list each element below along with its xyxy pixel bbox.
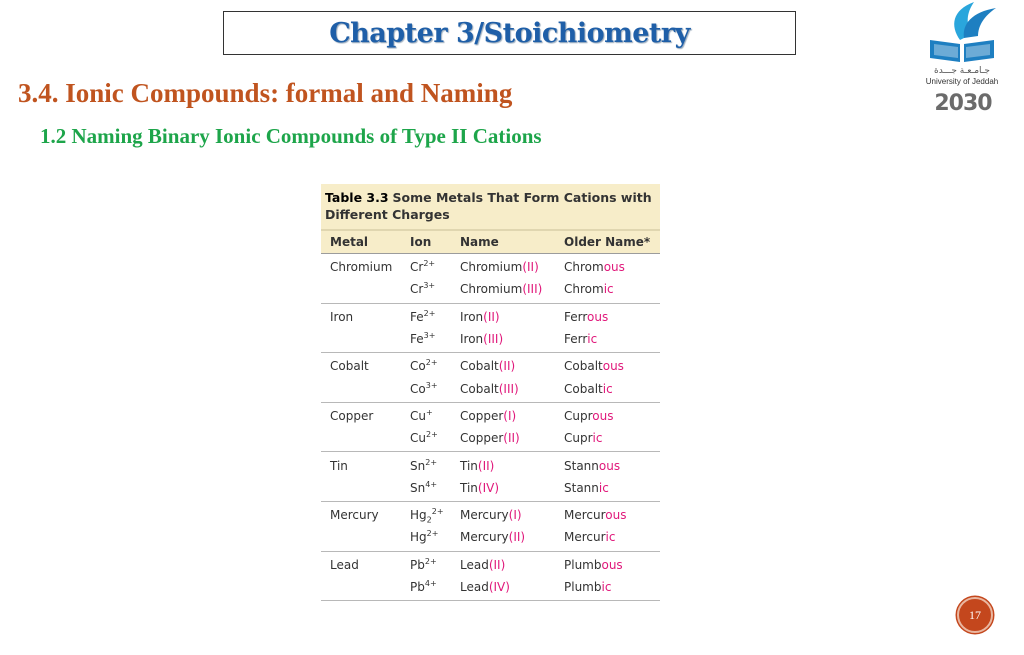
cell-older-name — [556, 459, 660, 473]
name-roman-numeral: (II) — [522, 260, 539, 275]
cell-metal — [321, 459, 402, 473]
table-caption-label: Table 3.3 — [325, 190, 389, 205]
cell-older-name — [556, 530, 660, 544]
table-caption-text: Some Metals That Form Cations with Different Charges — [325, 190, 652, 222]
older-name-base: Chrom — [564, 260, 604, 275]
older-name-suffix: ous — [603, 260, 625, 275]
header-older-name: Older Name* — [564, 235, 651, 249]
cell-ion — [402, 409, 452, 423]
table-row-group — [321, 304, 660, 354]
older-name-base: Chrom — [564, 282, 604, 297]
older-name-base: Cobalt — [564, 381, 603, 396]
cell-name — [452, 382, 556, 396]
ion-charge: 2+ — [431, 507, 444, 517]
cell-name — [452, 431, 556, 445]
name-roman-numeral: (IV) — [488, 580, 510, 594]
cell-ion — [402, 359, 452, 373]
page-number: 17 — [969, 607, 981, 622]
cell-ion — [402, 481, 452, 495]
table-row-group — [321, 552, 660, 602]
cell-older-name — [556, 359, 660, 373]
cell-name — [452, 481, 556, 495]
name-roman-numeral: (II) — [488, 557, 506, 572]
older-name-base: Plumb — [564, 580, 602, 594]
cell-name — [452, 580, 556, 594]
ion-symbol: Co — [410, 359, 426, 374]
vision-2030-text: 2030 — [934, 91, 992, 116]
name-roman-numeral: (II) — [508, 530, 526, 545]
cell-metal — [321, 508, 402, 522]
older-name-base: Stann — [564, 458, 599, 473]
cell-name — [452, 282, 556, 296]
name-roman-numeral: (III) — [483, 332, 504, 347]
cell-metal — [321, 310, 402, 324]
cell-older-name — [556, 332, 660, 346]
name-base: Iron — [460, 309, 484, 324]
name-base: Copper — [460, 408, 504, 423]
cell-name — [452, 310, 556, 324]
cell-ion — [402, 431, 452, 445]
cell-name — [452, 530, 556, 544]
older-name-suffix: ic — [605, 530, 616, 545]
cell-older-name — [556, 558, 660, 572]
ion-symbol: Co — [410, 381, 426, 396]
table-row — [321, 576, 660, 598]
book-wave-logo-icon — [922, 0, 1002, 66]
table-row — [321, 454, 660, 476]
ion-symbol: Cr — [410, 282, 424, 297]
cell-name — [452, 459, 556, 473]
older-name-base: Stann — [564, 480, 599, 495]
cell-ion — [402, 332, 452, 346]
cell-ion — [402, 580, 452, 594]
name-base: Chromium — [460, 260, 523, 275]
ion-symbol: Hg — [410, 508, 427, 523]
section-subheading: 1.2 Naming Binary Ionic Compounds of Type II Cations — [40, 124, 542, 148]
metal-name: Lead — [330, 557, 359, 572]
name-base: Tin — [460, 458, 478, 473]
ion-charge: 4+ — [425, 479, 438, 489]
older-name-suffix: ous — [601, 557, 623, 572]
ion-charge: 4+ — [424, 579, 437, 588]
cell-older-name — [556, 431, 660, 445]
cell-older-name — [556, 508, 660, 522]
older-name-suffix: ous — [592, 408, 614, 423]
metal-name: Tin — [330, 458, 348, 473]
older-name-base: Mercur — [564, 508, 606, 523]
cell-name — [452, 359, 556, 373]
cell-ion — [402, 530, 452, 544]
header-name: Name — [460, 235, 499, 249]
table-row — [321, 427, 660, 449]
metal-name: Copper — [330, 408, 374, 423]
ion-symbol: Pb — [410, 557, 425, 572]
cell-ion — [402, 459, 452, 473]
older-name-suffix: ic — [592, 431, 603, 446]
page-number-badge — [957, 597, 993, 633]
cell-ion — [402, 282, 452, 296]
older-name-suffix: ous — [598, 458, 621, 473]
table-row — [321, 355, 660, 377]
name-roman-numeral: (IV) — [477, 480, 500, 495]
cell-metal — [321, 558, 402, 572]
cell-name — [452, 332, 556, 346]
cell-name — [452, 260, 556, 274]
older-name-base: Cupr — [564, 408, 593, 423]
ion-charge: 3+ — [423, 281, 436, 291]
metal-name: Mercury — [330, 508, 379, 523]
metal-name: Cobalt — [330, 359, 369, 374]
table-row — [321, 526, 660, 548]
table-row — [321, 377, 660, 399]
table-row — [321, 504, 660, 526]
name-base: Tin — [460, 480, 478, 495]
table-row-group — [321, 353, 660, 403]
older-name-suffix: ic — [602, 381, 613, 396]
cell-ion — [402, 507, 452, 525]
table-row — [321, 256, 660, 278]
table-row-group — [321, 403, 660, 453]
ion-symbol: Hg — [410, 530, 427, 545]
older-name-base: Plumb — [564, 557, 602, 572]
ion-symbol: Cu — [410, 431, 426, 446]
name-base: Lead — [460, 557, 489, 572]
older-name-base: Cupr — [564, 431, 593, 446]
cell-older-name — [556, 481, 660, 495]
ion-symbol: Pb — [410, 580, 425, 594]
logo-english-text: University of Jeddah — [925, 77, 999, 86]
ion-charge: 3+ — [423, 331, 436, 341]
older-name-suffix: ic — [598, 480, 609, 495]
ion-charge: 2+ — [425, 430, 438, 440]
table-row — [321, 306, 660, 328]
name-roman-numeral: (III) — [498, 381, 519, 396]
ion-charge: 2+ — [424, 556, 437, 566]
name-base: Chromium — [460, 282, 523, 297]
university-logo — [922, 0, 1002, 125]
name-roman-numeral: (II) — [483, 309, 500, 324]
header-ion: Ion — [410, 235, 432, 249]
ion-symbol: Sn — [410, 480, 426, 495]
name-roman-numeral: (I) — [508, 508, 522, 523]
table-header-row — [321, 229, 660, 254]
cell-older-name — [556, 409, 660, 423]
name-base: Lead — [460, 580, 489, 594]
metal-name: Iron — [330, 309, 354, 324]
cell-name — [452, 409, 556, 423]
table-caption — [321, 184, 660, 229]
cell-name — [452, 558, 556, 572]
name-base: Copper — [460, 431, 504, 446]
ion-charge: 2+ — [423, 259, 436, 269]
table-body — [321, 254, 660, 601]
cell-older-name — [556, 260, 660, 274]
ion-charge: 2+ — [425, 457, 438, 467]
name-roman-numeral: (II) — [498, 359, 516, 374]
slide-title-box — [223, 11, 796, 55]
table-row — [321, 477, 660, 499]
name-roman-numeral: (I) — [503, 408, 517, 423]
ion-symbol: Cu — [410, 408, 426, 423]
cell-older-name — [556, 382, 660, 396]
older-name-suffix: ous — [602, 359, 624, 374]
older-name-suffix: ic — [601, 580, 612, 594]
table-row-group — [321, 452, 660, 502]
ion-symbol: Fe — [410, 309, 424, 324]
ion-subscript: 2 — [426, 515, 432, 525]
table-row-group — [321, 254, 660, 304]
cell-metal — [321, 409, 402, 423]
name-roman-numeral: (III) — [522, 282, 543, 297]
ion-charge: 3+ — [425, 380, 438, 390]
ion-symbol: Sn — [410, 458, 426, 473]
name-roman-numeral: (II) — [477, 458, 495, 473]
name-base: Cobalt — [460, 381, 499, 396]
older-name-suffix: ous — [587, 309, 609, 324]
older-name-base: Cobalt — [564, 359, 603, 374]
ion-charge: 2+ — [426, 529, 439, 539]
table-row — [321, 328, 660, 350]
cell-ion — [402, 558, 452, 572]
metals-cations-table — [321, 184, 660, 601]
name-base: Cobalt — [460, 359, 499, 374]
older-name-base: Ferr — [564, 332, 588, 347]
cell-older-name — [556, 580, 660, 594]
section-heading: 3.4. Ionic Compounds: formal and Naming — [18, 78, 513, 108]
ion-charge: + — [425, 407, 433, 417]
metal-name: Chromium — [330, 260, 393, 275]
slide-title: Chapter 3/Stoichiometry — [329, 17, 690, 49]
table-row — [321, 554, 660, 576]
ion-symbol: Cr — [410, 260, 424, 275]
ion-symbol: Fe — [410, 332, 424, 347]
cell-ion — [402, 382, 452, 396]
older-name-suffix: ic — [603, 282, 614, 297]
ion-charge: 2+ — [425, 358, 438, 368]
table-row — [321, 405, 660, 427]
cell-ion — [402, 310, 452, 324]
older-name-suffix: ic — [587, 332, 598, 347]
name-roman-numeral: (II) — [503, 431, 520, 446]
cell-metal — [321, 260, 402, 274]
older-name-base: Mercur — [564, 530, 606, 545]
name-base: Mercury — [460, 508, 509, 523]
cell-ion — [402, 260, 452, 274]
name-base: Mercury — [460, 530, 509, 545]
cell-metal — [321, 359, 402, 373]
logo-arabic-text: جـامـعـة جـــدة — [934, 66, 990, 76]
cell-name — [452, 508, 556, 522]
older-name-base: Ferr — [564, 309, 588, 324]
table-row — [321, 278, 660, 300]
table-row-group — [321, 502, 660, 552]
name-base: Iron — [460, 332, 484, 347]
header-metal: Metal — [330, 235, 369, 249]
cell-older-name — [556, 282, 660, 296]
ion-charge: 2+ — [423, 308, 436, 318]
cell-older-name — [556, 310, 660, 324]
older-name-suffix: ous — [605, 508, 627, 523]
